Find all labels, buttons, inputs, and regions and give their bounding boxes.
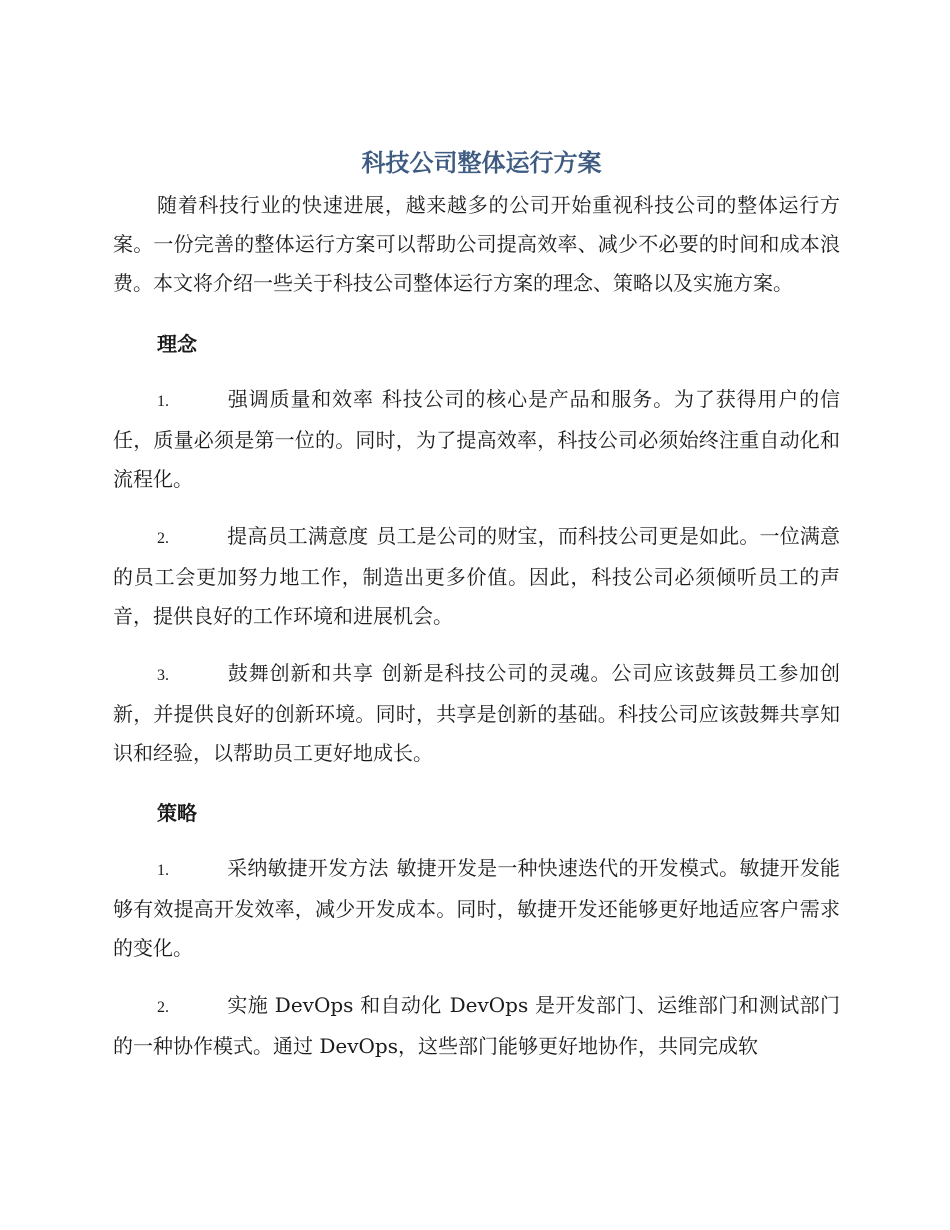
list-item-title: 提高员工满意度 xyxy=(227,524,369,548)
list-item xyxy=(113,380,840,499)
list-item-text: 敏捷开发是一种快速迭代的开发模式。敏捷开发能够有效提高开发效率，减少开发成本。同时，敏捷开发还能够更好地适应客户需求的变化。 xyxy=(113,856,840,960)
section-heading: 理念 xyxy=(157,332,197,356)
list-item-text: 创新是科技公司的灵魂。公司应该鼓舞员工参加创新，并提供良好的创新环境。同时，共享是创新的基础。科技公司应该鼓舞共享知识和经验，以帮助员工更好地成长。 xyxy=(113,661,841,765)
document-page xyxy=(113,145,840,1084)
list-item xyxy=(113,849,840,968)
section-heading: 策略 xyxy=(157,801,197,825)
list-item-title: 鼓舞创新和共享 xyxy=(227,661,374,685)
list-item xyxy=(113,517,840,636)
list-item-text: 科技公司的核心是产品和服务。为了获得用户的信任，质量必须是第一位的。同时，为了提高效率，科技公司必须始终注重自动化和流程化。 xyxy=(113,387,841,491)
list-item xyxy=(113,986,840,1066)
list-item-title: 实施 DevOps 和自动化 xyxy=(227,993,442,1017)
intro-paragraph: 随着科技行业的快速进展，越来越多的公司开始重视科技公司的整体运行方案。一份完善的整体运行方案可以帮助公司提高效率、减少不必要的时间和成本浪费。本文将介绍一些关于科技公司整体运行方案的理念、策略以及实施方案。 xyxy=(113,193,840,295)
section-strategy xyxy=(113,795,840,1066)
section-philosophy xyxy=(113,326,840,773)
list-item-title: 强调质量和效率 xyxy=(227,387,374,411)
list-item-number: 3. xyxy=(157,667,169,684)
list-item xyxy=(113,654,840,773)
list-item-number: 2. xyxy=(157,999,169,1016)
list-item-title: 采纳敏捷开发方法 xyxy=(227,856,389,880)
list-item-text: 员工是公司的财宝，而科技公司更是如此。一位满意的员工会更加努力地工作，制造出更多价值。因此，科技公司必须倾听员工的声音，提供良好的工作环境和进展机会。 xyxy=(113,524,841,628)
list-item-number: 2. xyxy=(157,530,169,547)
list-item-number: 1. xyxy=(157,862,169,879)
list-item-text: DevOps 是开发部门、运维部门和测试部门的一种协作模式。通过 DevOps，这些部门能够更好地协作，共同完成软 xyxy=(113,993,840,1058)
list-item-number: 1. xyxy=(157,393,169,410)
document-title: 科技公司整体运行方案 xyxy=(361,149,602,177)
